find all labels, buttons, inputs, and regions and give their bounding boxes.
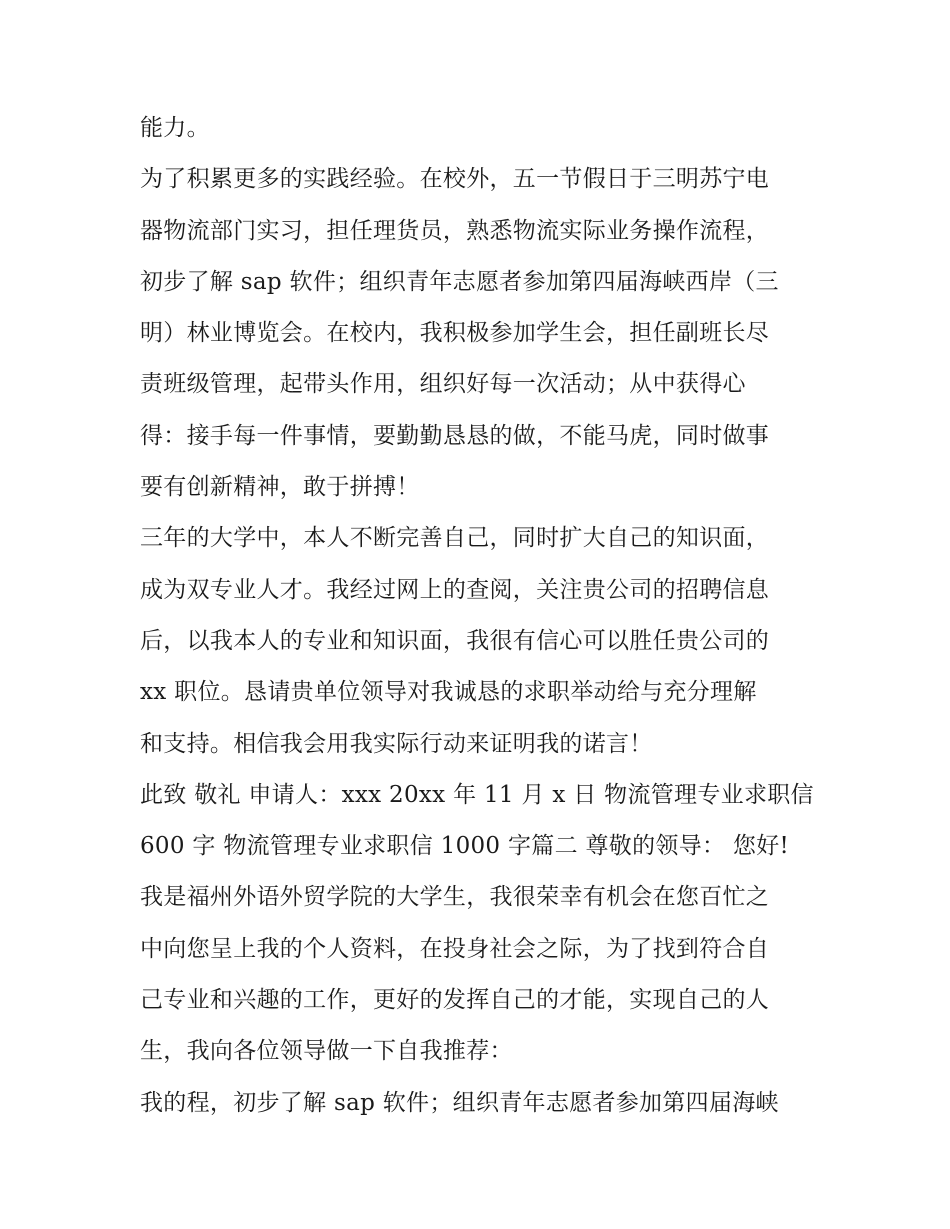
text-line: xx 职位。恳请贵单位领导对我诚恳的求职举动给与充分理解 [140, 679, 757, 706]
text-line: 责班级管理，起带头作用，组织好每一次活动；从中获得心 [140, 371, 746, 398]
text-line: 得：接手每一件事情，要勤勤恳恳的做，不能马虎，同时做事 [140, 422, 770, 449]
text-line: 初步了解 sap 软件；组织青年志愿者参加第四届海峡西岸（三 [140, 268, 779, 295]
document-body [140, 103, 820, 1129]
text-line: 器物流部门实习，担任理货员，熟悉物流实际业务操作流程， [140, 217, 770, 244]
text-line: 为了积累更多的实践经验。在校外，五一节假日于三明苏宁电 [140, 166, 770, 193]
text-line: 成为双专业人才。我经过网上的查阅，关注贵公司的招聘信息 [140, 576, 770, 603]
text-line: 能力。 [140, 115, 210, 141]
text-line: 明）林业博览会。在校内，我积极参加学生会，担任副班长尽 [140, 320, 770, 347]
text-line: 我的程，初步了解 sap 软件；组织青年志愿者参加第四届海峡 [140, 1089, 779, 1116]
text-line: 中向您呈上我的个人资料，在投身社会之际，为了找到符合自 [140, 935, 770, 962]
text-line: 三年的大学中，本人不断完善自己，同时扩大自己的知识面， [140, 525, 770, 552]
text-line: 600 字 物流管理专业求职信 1000 字篇二 尊敬的领导： 您好! [140, 833, 790, 860]
text-line: 要有创新精神，敢于拼搏！ [140, 474, 420, 501]
text-line: 后，以我本人的专业和知识面，我很有信心可以胜任贵公司的 [140, 627, 770, 654]
text-line: 此致 敬礼 申请人：xxx 20xx 年 11 月 x 日 物流管理专业求职信 [140, 781, 814, 808]
text-line: 己专业和兴趣的工作，更好的发挥自己的才能，实现自己的人 [140, 987, 770, 1014]
text-line: 和支持。相信我会用我实际行动来证明我的诺言！ [140, 730, 653, 757]
text-line: 我是福州外语外贸学院的大学生，我很荣幸有机会在您百忙之 [140, 884, 770, 911]
text-line: 生，我向各位领导做一下自我推荐： [140, 1038, 513, 1065]
